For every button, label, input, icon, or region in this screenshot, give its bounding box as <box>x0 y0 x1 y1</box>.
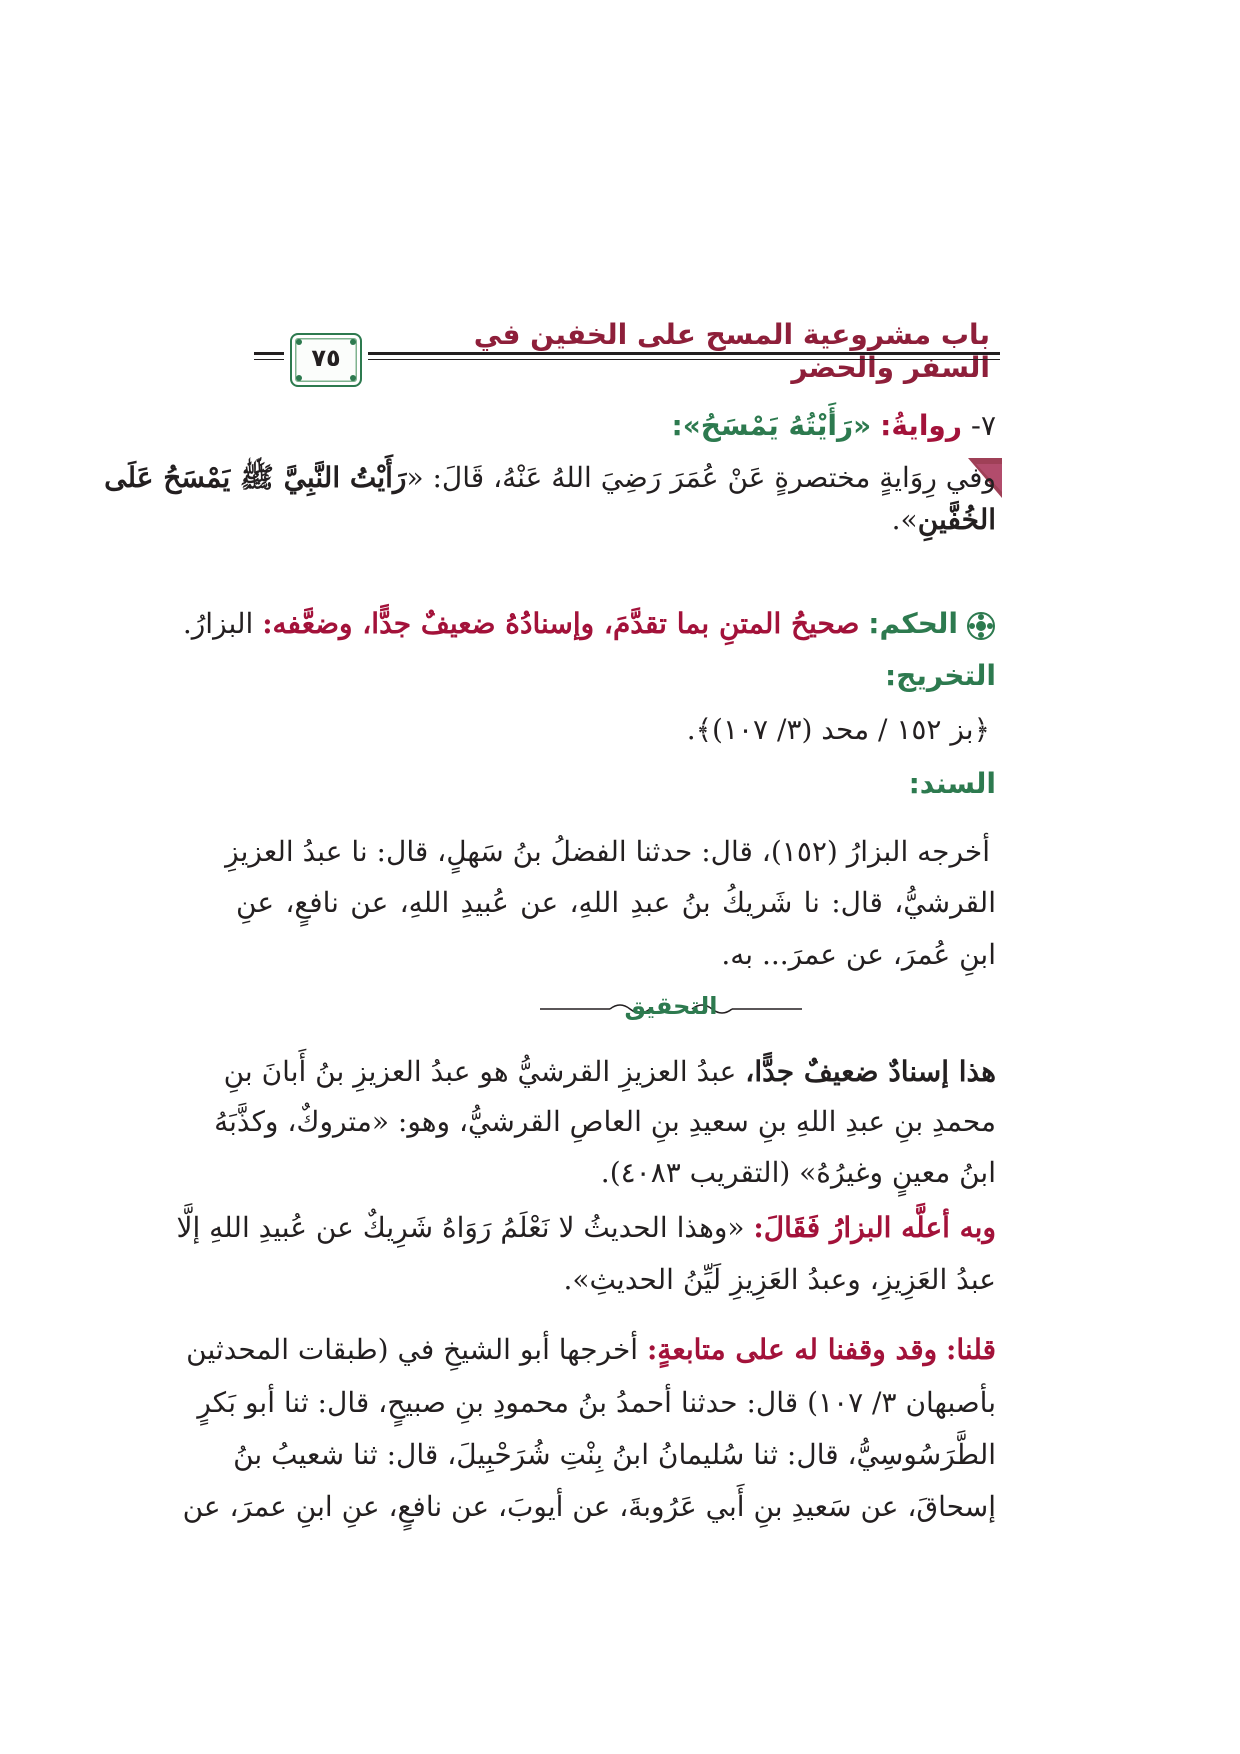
tahqiq-p2-line-2: عبدُ العَزِيزِ، وعبدُ العَزِيزِ لَيِّنُ الحديثِ». <box>563 1263 996 1296</box>
takhrij-refs: ﴿بز ١٥٢ / محد (٣/ ١٠٧)﴾. <box>686 713 990 746</box>
narration-close: ». <box>891 503 918 536</box>
takhrij-refs-line <box>230 710 990 750</box>
sanad-heading: السند: <box>908 767 996 800</box>
sanad-line-3: ابنِ عُمرَ، عن عمرَ... به. <box>721 938 996 971</box>
takhrij-heading-line <box>236 656 996 696</box>
header-rule-left-thin <box>254 359 284 360</box>
takhrij-heading: التخريج: <box>884 659 996 692</box>
narration-line-2 <box>236 500 996 540</box>
tahqiq-p1-line-3: ابنُ معينٍ وغيرُهُ» (التقريب ٤٠٨٣). <box>600 1156 996 1189</box>
section-quote: «رَأَيْتُهُ يَمْسَحُ»: <box>671 409 872 442</box>
tahqiq-p3-lead: قلنا: <box>946 1333 996 1366</box>
section-label: روايةُ: <box>880 409 962 442</box>
section-number: ٧- <box>970 409 996 442</box>
tahqiq-divider <box>540 992 802 1021</box>
tahqiq-p3-line-1 <box>186 1330 996 1370</box>
sanad-line-1: أخرجه البزارُ (١٥٢)، قال: حدثنا الفضلُ بنُ سَهلٍ، قال: نا عبدُ العزيزِ <box>225 835 990 868</box>
header-rule-left <box>254 352 284 355</box>
tahqiq-p3-text: أخرجها أبو الشيخِ في (طبقات المحدثين <box>186 1333 639 1366</box>
tahqiq-p3-line-3: الطَّرَسُوسِيُّ، قال: ثنا سُليمانُ ابنُ بِنْتِ شُرَحْبِيلَ، قال: ثنا شعيبُ بنُ <box>233 1438 996 1471</box>
ruling-label: الحكم: <box>868 607 958 640</box>
ornament-dot <box>350 375 356 381</box>
ruling-line <box>182 604 958 644</box>
tahqiq-p1-line-1 <box>223 1052 996 1092</box>
section-heading <box>236 406 996 446</box>
tahqiq-p1-line-2: محمدِ بنِ عبدِ اللهِ بنِ سعيدِ بنِ العاصِ القرشيُّ، وهو: «متروكٌ، وكذَّبَهُ <box>214 1105 996 1138</box>
sanad-heading-line <box>236 764 996 804</box>
tahqiq-verdict: هذا إسنادٌ ضعيفٌ جدًّا، <box>745 1055 996 1088</box>
ruling-authority: البزارُ. <box>182 607 254 640</box>
tahqiq-p3-line-2: بأصبهان ٣/ ١٠٧) قال: حدثنا أحمدُ بنُ محمودِ بنِ صبيحٍ، قال: ثنا أبو بَكرٍ <box>197 1386 996 1419</box>
header-rule-right-thin <box>368 359 1000 360</box>
ornament-dot <box>296 375 302 381</box>
running-title: باب مشروعية المسح على الخفين في السفر والحضر <box>473 318 990 384</box>
narration-hadith: رَأَيْتُ النَّبِيَّ ﷺ يَمْسَحُ عَلَى <box>104 461 407 494</box>
tahqiq-p1-text: عبدُ العزيزِ القرشيُّ هو عبدُ العزيزِ بنُ أَبانَ بنِ <box>223 1055 737 1088</box>
page-number: ٧٥ <box>311 344 341 372</box>
sanad-line-2: القرشيُّ، قال: نا شَريكُ بنُ عبدِ اللهِ، عن عُبيدِ اللهِ، عن نافعٍ، عنِ <box>236 886 996 919</box>
ruling-text: صحيحُ المتنِ بما تقدَّمَ، وإسنادُهُ ضعيفٌ جدًّا، وضعَّفه: <box>262 607 860 640</box>
page-number-badge <box>290 333 362 387</box>
narration-line-1 <box>104 458 996 498</box>
tahqiq-p2-lead: وبه أعلَّه البزارُ فَقَالَ: <box>753 1211 996 1244</box>
narration-text: وفي رِوَايةٍ مختصرةٍ عَنْ عُمَرَ رَضِيَ اللهُ عَنْهُ، قَالَ: « <box>406 461 996 494</box>
header-rule-right <box>368 352 1000 355</box>
narration-hadith-end: الخُفَّينِ <box>917 503 996 536</box>
tahqiq-p3-line-4: إسحاقَ، عن سَعيدِ بنِ أَبي عَرُوبةَ، عن أيوبَ، عن نافعٍ، عنِ ابنِ عمرَ، عن <box>182 1490 996 1523</box>
tahqiq-p3-lead-red: وقد وقفنا له على متابعةٍ: <box>646 1333 938 1366</box>
flower-ornament-icon <box>966 611 996 641</box>
tahqiq-heading: التحقيق <box>624 992 718 1020</box>
tahqiq-p2-line-1 <box>176 1208 996 1248</box>
tahqiq-p2-text: «وهذا الحديثُ لا نَعْلَمُ رَوَاهُ شَرِيكٌ عن عُبيدِ اللهِ إلَّا <box>176 1211 745 1244</box>
